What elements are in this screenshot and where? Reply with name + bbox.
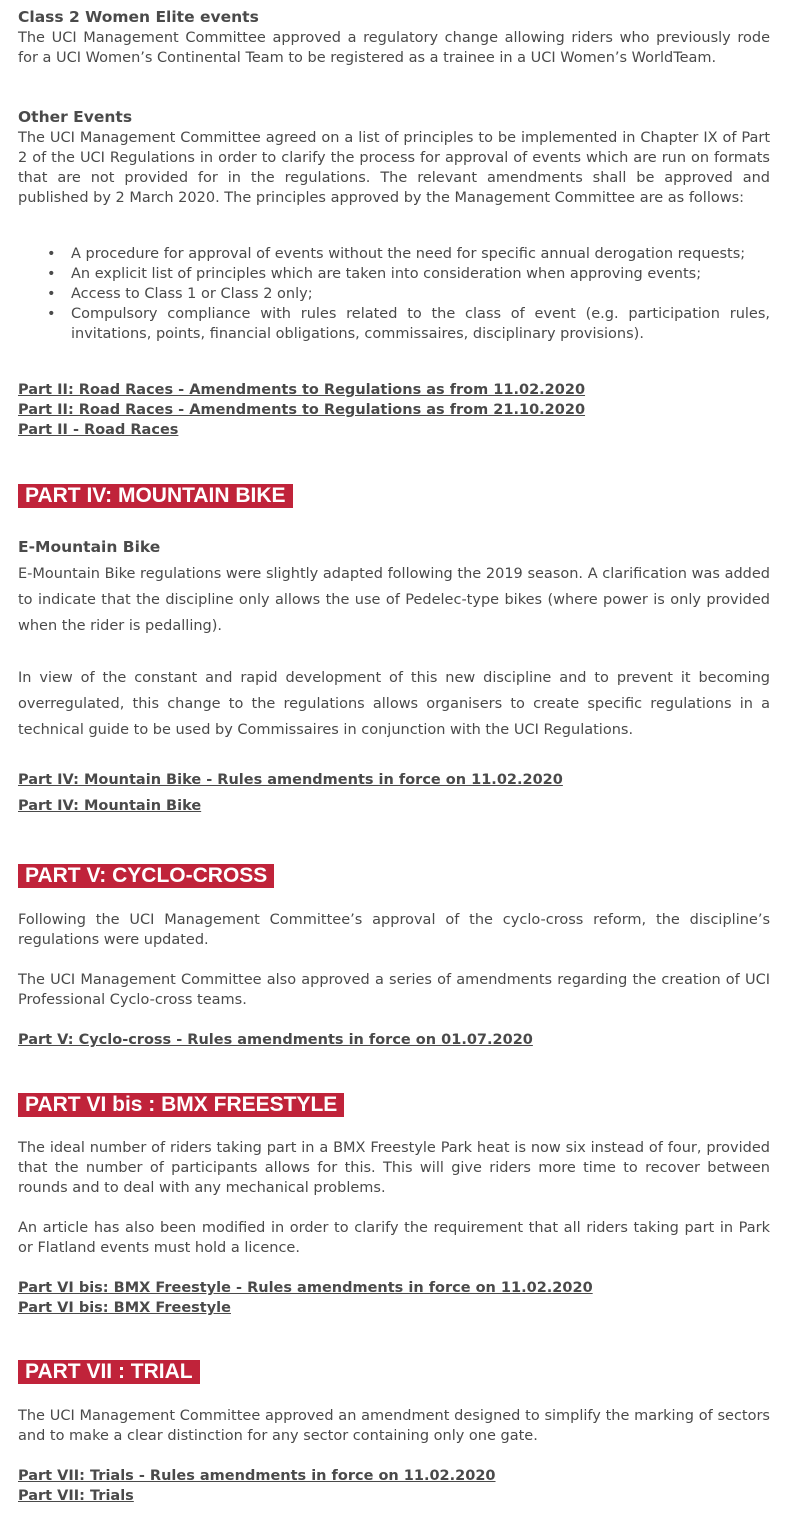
road-races-link[interactable]: Part II - Road Races <box>18 422 179 438</box>
bmx-freestyle-header: PART VI bis : BMX FREESTYLE <box>18 1093 344 1117</box>
bmx-paragraph-2: An article has also been modified in order to clarify the requirement that all riders taking part in Park or Flatland events must hold a licence. <box>18 1220 770 1256</box>
mtb-link[interactable]: Part IV: Mountain Bike <box>18 798 202 814</box>
trials-link[interactable]: Part VII: Trials <box>18 1488 134 1504</box>
other-events-text: The UCI Management Committee agreed on a list of principles to be implemented in Chapter IX of Part 2 of the UCI Regulations in order to clarify the process for approval of events which are run on formats that are not provided for in the regulations. The relevant amendments shall be approved and published by 2 March 2020. The principles approved by the Management Committee are as follows: <box>18 130 770 206</box>
bmx-amendments-link[interactable]: Part VI bis: BMX Freestyle - Rules amendments in force on 11.02.2020 <box>18 1280 593 1296</box>
cyclo-cross-paragraph-1: Following the UCI Management Committee’s approval of the cyclo-cross reform, the discipline’s regulations were updated. <box>18 912 770 948</box>
other-events-heading: Other Events <box>18 108 133 126</box>
trials-amendments-link[interactable]: Part VII: Trials - Rules amendments in force on 11.02.2020 <box>18 1468 496 1484</box>
bmx-paragraph-1: The ideal number of riders taking part in a BMX Freestyle Park heat is now six instead of four, provided that the number of participants allows for this. This will give riders more time to recover between rounds and to deal with any mechanical problems. <box>18 1140 770 1196</box>
cyclo-cross-header: PART V: CYCLO-CROSS <box>18 864 274 888</box>
list-item: • Compulsory compliance with rules related to the class of event (e.g. participation rules, invitations, points, financial obligations, commissaires, disciplinary provisions). <box>18 304 770 344</box>
e-mtb-paragraph-1: E-Mountain Bike regulations were slightly adapted following the 2019 season. A clarification was added to indicate that the discipline only allows the use of Pedelec-type bikes (where power is only provided when the rider is pedalling). <box>18 566 770 634</box>
e-mtb-paragraph-2: In view of the constant and rapid development of this new discipline and to prevent it becoming overregulated, this change to the regulations allows organisers to create specific regulations in a technical guide to be used by Commissaires in conjunction with the UCI Regulations. <box>18 670 770 738</box>
class2-text: The UCI Management Committee approved a regulatory change allowing riders who previously rode for a UCI Women’s Continental Team to be registered as a trainee in a UCI Women’s WorldTeam. <box>18 30 770 66</box>
list-item: • Access to Class 1 or Class 2 only; <box>18 284 770 304</box>
class2-heading: Class 2 Women Elite events <box>18 8 259 26</box>
cyclo-cross-amendments-link[interactable]: Part V: Cyclo-cross - Rules amendments in force on 01.07.2020 <box>18 1032 533 1048</box>
cyclo-cross-paragraph-2: The UCI Management Committee also approved a series of amendments regarding the creation of UCI Professional Cyclo-cross teams. <box>18 972 770 1008</box>
trial-paragraph: The UCI Management Committee approved an amendment designed to simplify the marking of sectors and to make a clear distinction for any sector containing only one gate. <box>18 1408 770 1444</box>
list-item: • An explicit list of principles which are taken into consideration when approving events; <box>18 264 770 284</box>
e-mtb-subheading: E-Mountain Bike <box>18 538 161 556</box>
mountain-bike-header: PART IV: MOUNTAIN BIKE <box>18 484 293 508</box>
road-races-amendments-2020-02-link[interactable]: Part II: Road Races - Amendments to Regulations as from 11.02.2020 <box>18 382 586 398</box>
principles-list <box>18 244 770 344</box>
mtb-amendments-link[interactable]: Part IV: Mountain Bike - Rules amendments in force on 11.02.2020 <box>18 772 563 788</box>
trial-header: PART VII : TRIAL <box>18 1360 200 1384</box>
bmx-link[interactable]: Part VI bis: BMX Freestyle <box>18 1300 231 1316</box>
road-races-amendments-2020-10-link[interactable]: Part II: Road Races - Amendments to Regulations as from 21.10.2020 <box>18 402 586 418</box>
list-item: • A procedure for approval of events without the need for specific annual derogation requests; <box>18 244 770 264</box>
